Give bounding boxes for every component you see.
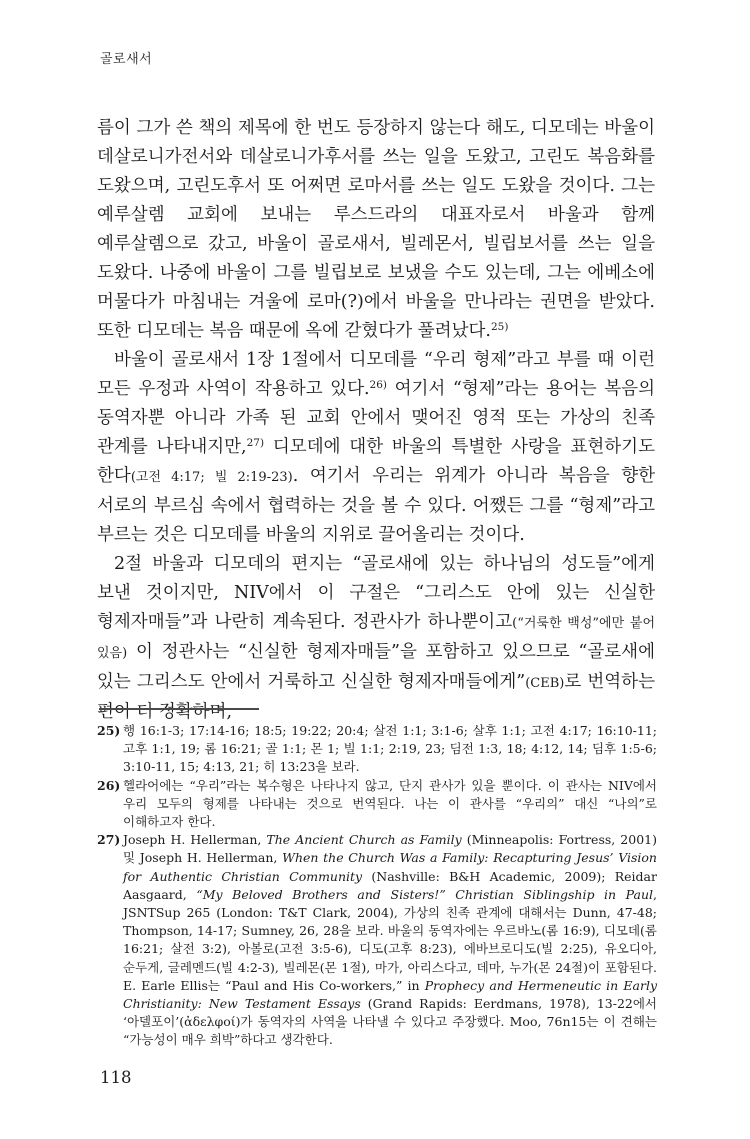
paragraph <box>97 550 655 727</box>
italic-title-text: Prophecy and Hermeneutic in Early Christianity: New Testament Essays <box>123 977 658 1012</box>
text-run: . 여기서 우리는 위계가 아니라 복음을 향한 서로의 부르심 속에서 협력하는 것을 볼 수 있다. 어쨌든 그를 “형제”라고 부르는 것은 디모데를 바울의 지위로 끌어올리는 것이다. <box>97 466 656 545</box>
inline-scripture-reference: (CEB) <box>525 676 565 691</box>
footnotes <box>97 722 657 1050</box>
inline-scripture-reference: (“거룩한 백성”에만 붙어 있음) <box>97 616 655 661</box>
text-run: (Nashville: B&H Academic, 2009); Reidar Aasgaard, <box>123 868 657 902</box>
footnote-number: 25) <box>97 723 121 738</box>
text-run: 로 번역하는 편이 더 정확하며, <box>97 672 655 722</box>
text-run: 행 16:1-3; 17:14-16; 18:5; 19:22; 20:4; 살전 1:1; 3:1-6; 살후 1:1; 고전 4:17; 16:10-11; 고후 1:1, 19; 롬 16:21; 골 1:1; 몬 1; 빌 1:1; 2:19, 23; 딤전 1:3, 18; 4:12, 14; 딤후 1:5-6; 3:10-11, 15; 4:13, 21; 히 13:23을 보라. <box>123 723 657 775</box>
body-text <box>97 114 655 727</box>
footnote-ref: 27) <box>246 437 265 449</box>
text-run: , JSNTSup 265 (London: T&T Clark, 2004), 가상의 친족 관계에 대해서는 Dunn, 47-48; Thompson, 14-17; Sumney, 26, 28을 보라. 바울의 동역자에는 우르바노(롬 16:9), 디모데(롬 16:21; 살전 3:2), 아볼로(고전 3:5-6), 디도(고후 8:23), 에바브로디도(빌 2:25), 유오디아, 순두게, 글레멘드(빌 4:2-3), 빌레몬(몬 1절), 마가, 아리스다고, 데마, 누가(몬 24절)이 포함된다. E. Earle Ellis는 “Paul and His Co-workers,” in <box>123 886 657 993</box>
italic-title-text: When the Church Was a Family: Recapturing Jesus’ Vision for Authentic Christian Community <box>123 850 657 884</box>
footnote <box>97 777 657 832</box>
italic-title-text: “My Beloved Brothers and Sisters!” Christian Siblingship in Paul <box>196 886 654 902</box>
text-run: (Grand Rapids: Eerdmans, 1978), 13-22에서 ‘아델포이’(ἀδελφοί)가 동역자의 사역을 나타낼 수 있다고 주장했다. Moo, 76n15는 이 견해는 “가능성이 매우 희박”하다고 생각한다. <box>123 996 658 1048</box>
footnote-text <box>123 723 657 774</box>
footnote-number: 26) <box>97 777 121 793</box>
text-run: 바울이 골로새서 1장 1절에서 디모데를 “우리 형제”라고 부를 때 이런 모든 우정과 사역이 작용하고 있다. <box>97 350 655 399</box>
text-run: (Minneapolis: Fortress, 2001) 및 Joseph H. Hellerman, <box>123 832 657 866</box>
inline-scripture-reference: (고전 4:17; 빌 2:19-23) <box>130 470 293 485</box>
text-run: 2절 바울과 디모데의 편지는 “골로새에 있는 하나님의 성도들”에게 보낸 것이지만, NIV에서 이 구절은 “그리스도 안에 있는 신실한 형제자매들”과 나란히 계속된다. 정관사가 하나뿐이고 <box>97 554 655 632</box>
footnote-text <box>123 832 657 1047</box>
text-run: 름이 그가 쓴 책의 제목에 한 번도 등장하지 않는다 해도, 디모데는 바울이 데살로니가전서와 데살로니가후서를 쓰는 일을 도왔고, 고린도 복음화를 도왔으며, 고린도후서 또 어쩌면 로마서를 쓰는 일도 도왔을 것이다. 그는 예루살렘 교회에 보내는 루스드라의 대표자로서 바울과 함께 예루살렘으로 갔고, 바울이 골로새서, 빌레몬서, 빌립보서를 쓰는 일을 도왔다. 나중에 바울이 그를 빌립보로 보냈을 수도 있는데, 그는 에베소에 머물다가 마침내는 겨울에 로마(?)에서 바울을 만나라는 권면을 받았다. 또한 디모데는 복음 때문에 옥에 갇혔다가 풀려났다. <box>97 118 655 341</box>
footnote <box>97 722 657 777</box>
footnote-separator <box>99 708 259 710</box>
text-run: 여기서 “형제”라는 용어는 복음의 동역자뿐 아니라 가족 된 교회 안에서 맺어진 영적 또는 가상의 친족 관계를 나타내지만, <box>97 379 655 457</box>
italic-title-text: The Ancient Church as Family <box>266 832 462 848</box>
footnote <box>97 831 657 1049</box>
text-run: 헬라어에는 “우리”라는 복수형은 나타나지 않고, 단지 관사가 있을 뿐이다. 이 관사는 NIV에서 우리 모두의 형제를 나타내는 것으로 번역된다. 나는 이 관사를 “우리의” 대신 “나의”로 이해하고자 한다. <box>123 777 657 830</box>
footnote-text <box>123 778 657 829</box>
text-run: 디모데에 대한 바울의 특별한 사랑을 표현하기도 한다 <box>97 437 655 486</box>
footnote-ref: 25) <box>490 321 509 333</box>
footnote-ref: 26) <box>369 379 388 391</box>
text-run: Joseph H. Hellerman, <box>123 832 267 848</box>
paragraph <box>97 346 655 550</box>
text-run: 이 정관사는 “신실한 형제자매들”을 포함하고 있으므로 “골로새에 있는 그리스도 안에서 거룩하고 신실한 형제자매들에게” <box>97 642 655 692</box>
footnote-number: 27) <box>97 832 121 848</box>
paragraph <box>97 114 655 346</box>
running-header: 골로새서 <box>100 52 153 67</box>
page-number: 118 <box>100 1068 132 1087</box>
